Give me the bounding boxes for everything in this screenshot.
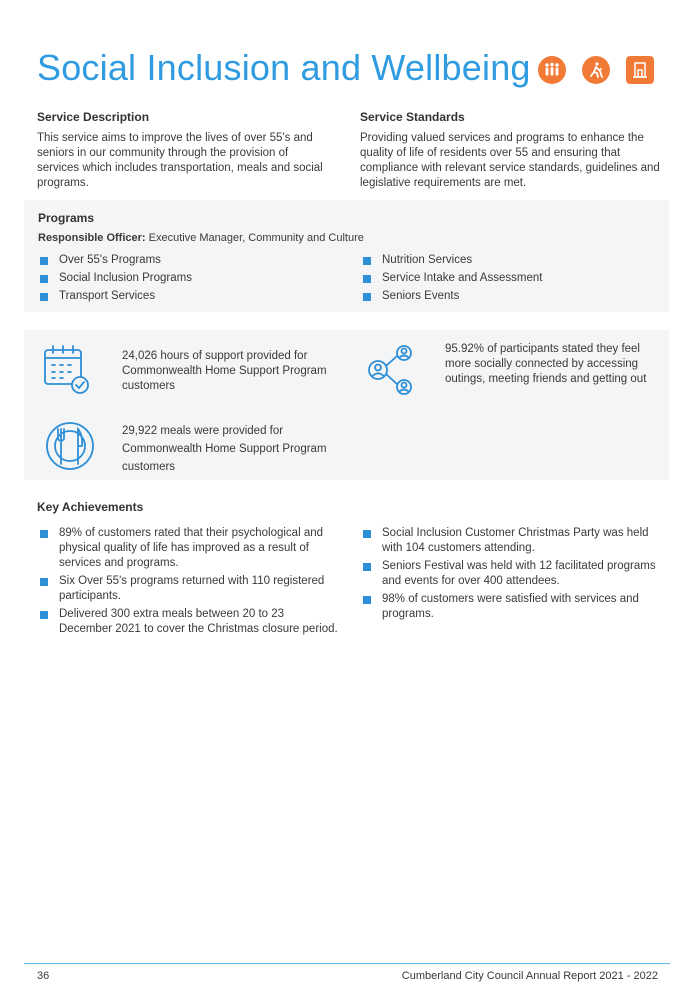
calendar-check-icon bbox=[42, 343, 94, 397]
list-item: 89% of customers rated that their psychological and physical quality of life has improved as a result of services and programs. bbox=[38, 526, 338, 571]
list-item: Delivered 300 extra meals between 20 to 23 December 2021 to cover the Christmas closure period. bbox=[38, 607, 338, 637]
page-number: 36 bbox=[37, 970, 50, 982]
list-item: Social Inclusion Programs bbox=[38, 271, 192, 286]
list-item: Service Intake and Assessment bbox=[361, 271, 542, 286]
plate-cutlery-icon bbox=[44, 420, 96, 472]
walking-person-icon bbox=[582, 56, 610, 84]
meals-stat: 29,922 meals were provided for Commonwealth Home Support Program customers bbox=[122, 425, 327, 473]
service-standards-text: Providing valued services and programs to enhance the quality of life of residents over 55 and ensuring that compliance with relevant service standards, guidelines and legislative requirements are met. bbox=[360, 132, 660, 189]
officer-label: Responsible Officer: bbox=[38, 232, 146, 244]
key-achievements-heading: Key Achievements bbox=[37, 500, 144, 514]
service-standards-heading: Service Standards bbox=[360, 110, 465, 124]
list-item: Seniors Festival was held with 12 facilitated programs and events for over 400 attendees. bbox=[361, 559, 666, 589]
service-description-heading: Service Description bbox=[37, 110, 150, 124]
people-network-icon bbox=[364, 343, 416, 397]
list-item: Transport Services bbox=[38, 289, 192, 304]
list-item: Seniors Events bbox=[361, 289, 542, 304]
achievements-list-left bbox=[38, 526, 338, 640]
list-item: Six Over 55's programs returned with 110 registered participants. bbox=[38, 574, 338, 604]
programs-list-right bbox=[361, 253, 542, 307]
building-door-icon bbox=[626, 56, 654, 84]
list-item: 98% of customers were satisfied with services and programs. bbox=[361, 592, 666, 622]
programs-heading: Programs bbox=[38, 211, 95, 225]
list-item: Nutrition Services bbox=[361, 253, 542, 268]
responsible-officer bbox=[38, 232, 364, 244]
programs-list-left bbox=[38, 253, 192, 307]
service-description-text: This service aims to improve the lives of over 55's and seniors in our community through the provision of services which includes transportation, meals and social programs. bbox=[37, 132, 323, 189]
statistics-panel bbox=[24, 330, 669, 480]
people-group-icon bbox=[538, 56, 566, 84]
achievements-list-right bbox=[361, 526, 666, 625]
hours-stat: 24,026 hours of support provided for Commonwealth Home Support Program customers bbox=[122, 350, 327, 392]
list-item: Over 55's Programs bbox=[38, 253, 192, 268]
report-title: Cumberland City Council Annual Report 2021 - 2022 bbox=[401, 970, 658, 982]
list-item: Social Inclusion Customer Christmas Party was held with 104 customers attending. bbox=[361, 526, 666, 556]
participants-stat: 95.92% of participants stated they feel more socially connected by accessing outings, meeting friends and getting out bbox=[445, 343, 647, 385]
officer-value: Executive Manager, Community and Culture bbox=[145, 232, 364, 244]
header-icons bbox=[538, 56, 654, 84]
footer-divider bbox=[24, 963, 670, 964]
page-title: Social Inclusion and Wellbeing bbox=[37, 47, 531, 88]
programs-panel bbox=[24, 200, 669, 312]
